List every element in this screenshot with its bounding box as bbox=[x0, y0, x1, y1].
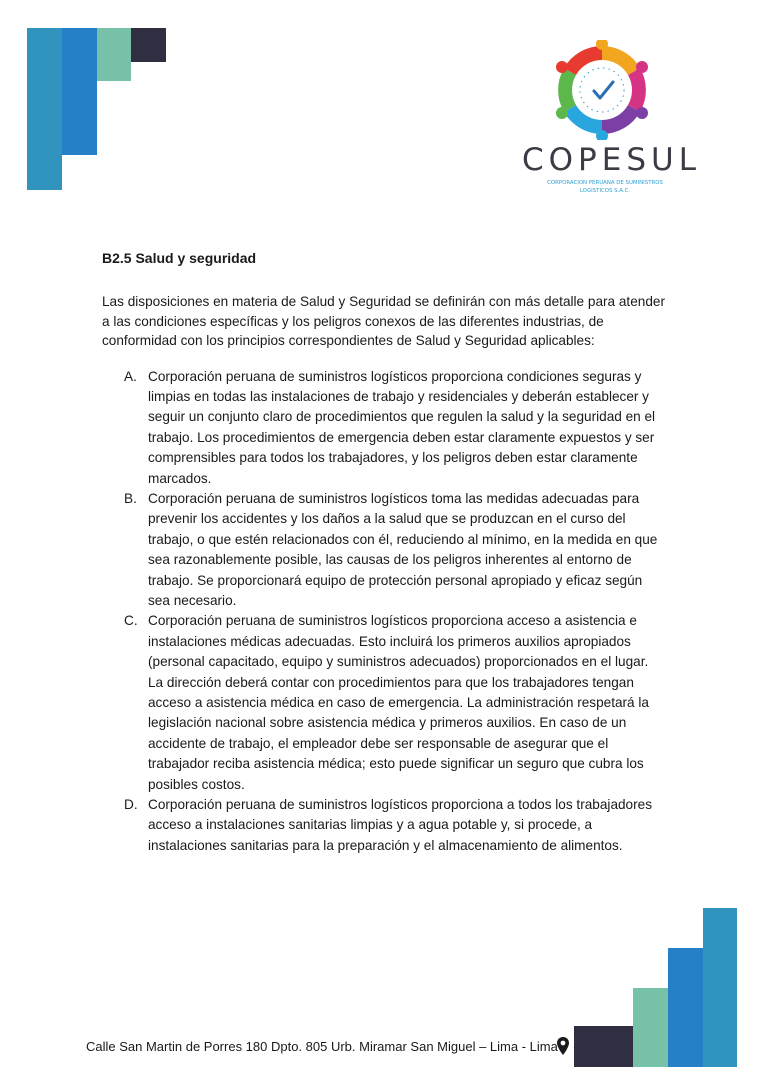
deco-bar-navy bbox=[131, 28, 166, 62]
deco-block-mint bbox=[633, 988, 668, 1067]
document-body bbox=[102, 248, 667, 856]
footer-address: Calle San Martin de Porres 180 Dpto. 805 Urb. Miramar San Miguel – Lima - Lima bbox=[86, 1039, 558, 1054]
deco-block-teal bbox=[703, 908, 737, 1067]
deco-block-navy bbox=[574, 1026, 633, 1067]
logo-name: COPESUL bbox=[522, 142, 701, 178]
list-item-text: Corporación peruana de suministros logísticos proporciona a todos los trabajadores acceso a instalaciones sanitarias limpias y a agua potable y, si procede, a instalaciones sanitarias para la preparación y el almacenamiento de alimentos. bbox=[148, 797, 653, 853]
list-item bbox=[102, 611, 667, 795]
list-item bbox=[102, 367, 667, 489]
logo-subtitle bbox=[540, 179, 670, 195]
deco-block-blue bbox=[668, 948, 703, 1067]
deco-bar-teal bbox=[27, 28, 62, 190]
company-logo bbox=[520, 40, 701, 210]
list-item bbox=[102, 489, 667, 611]
clock-people-circle-icon bbox=[548, 40, 656, 140]
section-heading: B2.5 Salud y seguridad bbox=[102, 250, 257, 266]
list-item-text: Corporación peruana de suministros logísticos toma las medidas adecuadas para prevenir los accidentes y los daños a la salud que se produzcan en el curso del trabajo, o que estén relacionados con él, reduciendo al mínimo, en la medida en que sea razonablemente posible, las causas de los peligros inherentes al entorno de trabajo. Se proporcionará equipo de protección personal apropiado y eficaz según sea necesario. bbox=[148, 490, 658, 608]
list-item-text: Corporación peruana de suministros logísticos proporciona acceso a asistencia e instalaciones médicas adecuadas. Esto incluirá los primeros auxilios apropiados (personal capacitado, equipo y suministros adecuados) proporcionados en el lugar. La dirección deberá contar con procedimientos para que los trabajadores tengan acceso a asistencia médica en caso de emergencia. La administración respetará la legislación nacional sobre asistencia médica y primeros auxilios. En caso de un accidente de trabajo, el empleador debe ser responsable de asegurar que el trabajador reciba asistencia médica; esto puede significar un seguro que cubra los posibles costos. bbox=[148, 613, 649, 792]
list-marker: C. bbox=[124, 613, 138, 629]
list-marker: A. bbox=[124, 368, 137, 384]
intro-paragraph: Las disposiciones en materia de Salud y Seguridad se definirán con más detalle para atender a las condiciones específicas y los peligros conexos de las diferentes industrias, de conformidad con los principios correspondientes de Salud y Seguridad aplicables: bbox=[102, 294, 665, 348]
list-marker: D. bbox=[124, 797, 138, 813]
list-item-text: Corporación peruana de suministros logísticos proporciona condiciones seguras y limpias en todas las instalaciones de trabajo y residenciales y deberán establecer y seguir un conjunto claro de procedimientos que regulen la salud y la seguridad en el trabajo. Los procedimientos de emergencia deben estar claramente expuestos y ser comprensibles para todos los trabajadores, y los peligros deben estar claramente marcados. bbox=[148, 368, 656, 486]
logo-subtitle-line1: CORPORACION PERUANA DE SUMINISTROS bbox=[547, 180, 663, 186]
location-pin-icon bbox=[556, 1036, 570, 1056]
deco-bar-blue bbox=[62, 28, 97, 155]
logo-subtitle-line2: LOGISTICOS S.A.C. bbox=[579, 188, 631, 194]
deco-bar-mint bbox=[97, 28, 131, 81]
list-item bbox=[102, 795, 667, 856]
policy-list bbox=[102, 367, 667, 857]
list-marker: B. bbox=[124, 490, 137, 506]
